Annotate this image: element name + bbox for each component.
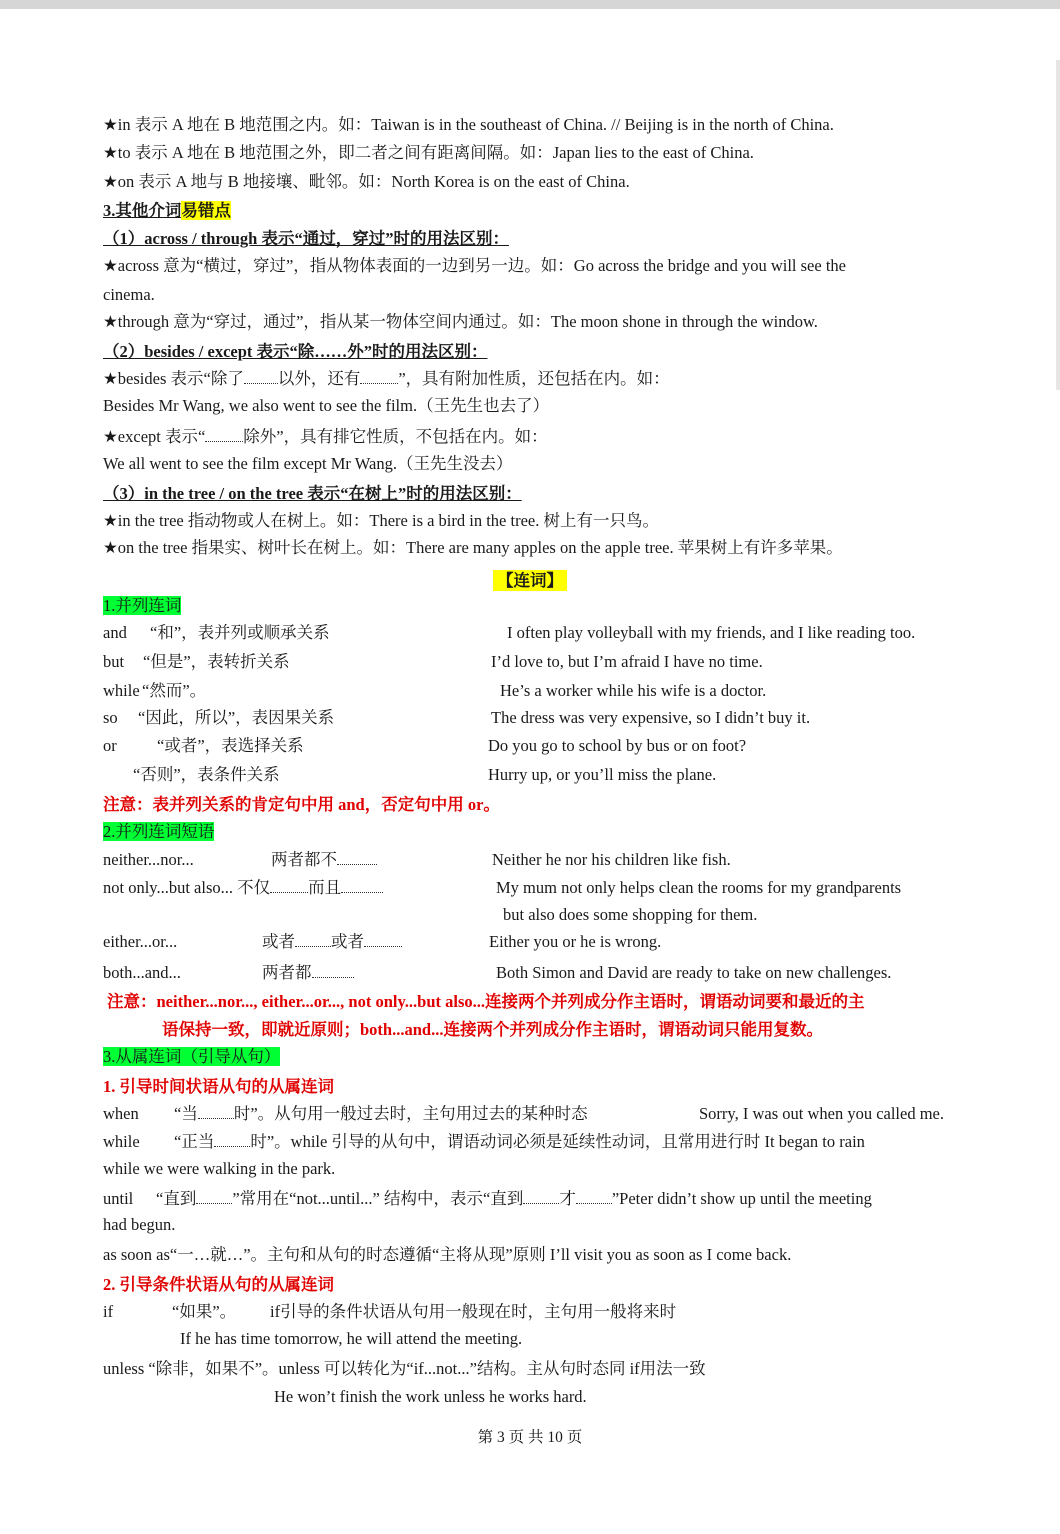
time-word: when: [103, 1104, 139, 1123]
fill-blank: [523, 1189, 559, 1204]
rule-a: “直到: [156, 1189, 197, 1208]
across-line: ★across 意为“横过，穿过”，指从物体表面的一边到另一边。如：Go across the bridge and you will see the: [103, 256, 846, 275]
coord-word: while: [103, 681, 140, 700]
fill-blank: [196, 1189, 232, 1204]
page-edge-shadow: [1056, 60, 1060, 390]
coord-example: Hurry up, or you’ll miss the plane.: [488, 765, 717, 784]
time-word: while: [103, 1132, 140, 1151]
besides-text-a: ★besides 表示“除了: [103, 369, 244, 388]
coord-meaning: “否则”，表条件关系: [133, 765, 280, 784]
heading-besides-except: （2）besides / except 表示“除……外”时的用法区别：: [103, 342, 488, 361]
coord-word: but: [103, 652, 125, 671]
fill-blank: [295, 932, 331, 947]
fill-blank: [244, 369, 278, 384]
cond-meaning: “如果”。: [172, 1302, 237, 1321]
phrase-cn-a: 不仅: [237, 878, 271, 897]
besides-text-c: ”，具有附加性质，还包括在内。如：: [398, 369, 670, 388]
note-proximity-line2: 语保持一致，即就近原则；both...and...连接两个并列成分作主语时，谓语动词只能用复数。: [162, 1020, 823, 1039]
fill-blank: [341, 878, 383, 893]
subheading-time-clause: 1. 引导时间状语从句的从属连词: [103, 1077, 334, 1096]
rule-b: ”常用在“not...until...” 结构中，表示“直到: [232, 1189, 524, 1208]
section-coordinating-phrases: [103, 822, 214, 842]
through-line: ★through 意为“穿过，通过”，指从某一物体空间内通过。如：The moon shone in through the window.: [103, 312, 818, 331]
heading-across-through: （1）across / through 表示“通过，穿过”时的用法区别：: [103, 229, 509, 248]
section-other-prepositions: [103, 201, 231, 221]
rule-c: 才: [559, 1189, 576, 1208]
rule-a: “当: [174, 1104, 198, 1123]
time-rule: [174, 1132, 865, 1152]
section-coordinating-label: 1.并列连词: [103, 596, 182, 615]
time-rule: [156, 1189, 872, 1209]
rule-d: ”Peter didn’t show up until the meeting: [611, 1189, 872, 1208]
section-subordinating-label: 3.从属连词（引导从句）: [103, 1047, 281, 1066]
phrase-example-cont: but also does some shopping for them.: [503, 905, 758, 924]
phrase-word: both...and...: [103, 963, 181, 982]
phrase-meaning: [262, 963, 354, 983]
highlight-errors: 易错点: [181, 201, 231, 220]
note-proximity-line1: 注意：neither...nor..., either...or..., not only...but also...连接两个并列成分作主语时，谓语动词要和最近的主: [107, 992, 865, 1011]
coord-meaning: “或者”，表选择关系: [157, 736, 304, 755]
section-coordinating: [103, 596, 181, 616]
unless-example: He won’t finish the work unless he works hard.: [274, 1387, 587, 1406]
phrase-cn-b: 或者: [331, 932, 364, 951]
section-title: 3.其他介词: [103, 201, 182, 220]
except-example: We all went to see the film except Mr Wang.（王先生没去）: [103, 454, 513, 473]
rule-b: 时”。从句用一般过去时，主句用过去的某种时态: [233, 1104, 588, 1123]
coord-example: He’s a worker while his wife is a doctor.: [500, 681, 767, 700]
fill-blank: [214, 1132, 250, 1147]
phrase-example: Neither he nor his children like fish.: [492, 850, 731, 869]
conjunction-title-wrap: [0, 567, 1060, 591]
fill-blank: [364, 932, 402, 947]
phrase-word: neither...nor...: [103, 850, 194, 869]
coord-example: I often play volleyball with my friends, and I like reading too.: [507, 623, 916, 642]
cond-word: if: [103, 1302, 114, 1321]
in-tree-line: ★in the tree 指动物或人在树上。如：There is a bird in the tree. 树上有一只鸟。: [103, 511, 659, 530]
coord-example: I’d love to, but I’m afraid I have no time.: [491, 652, 763, 671]
coord-word: or: [103, 736, 117, 755]
except-line: [103, 427, 548, 447]
besides-example: Besides Mr Wang, we also went to see the film.（王先生也去了）: [103, 396, 550, 415]
note-and-or: 注意：表并列关系的肯定句中用 and，否定句中用 or。: [103, 795, 500, 814]
cond-example: If he has time tomorrow, he will attend the meeting.: [180, 1329, 523, 1348]
as-soon-as-line: as soon as“一…就…”。主句和从句的时态遵循“主将从现”原则 I’ll visit you as soon as I come back.: [103, 1245, 792, 1264]
besides-line: [103, 369, 670, 389]
cond-rule: if引导的条件状语从句用一般现在时，主句用一般将来时: [270, 1302, 677, 1321]
coord-meaning: “因此，所以”，表因果关系: [138, 708, 335, 727]
viewer-top-bar: [0, 0, 1060, 9]
phrase-cn-b: 而且: [308, 878, 342, 897]
phrase-word: [103, 878, 383, 898]
time-example: Sorry, I was out when you called me.: [699, 1104, 944, 1123]
coord-word: and: [103, 623, 127, 642]
except-text-b: 除外”，具有排它性质，不包括在内。如：: [243, 427, 548, 446]
across-line-cont: cinema.: [103, 285, 155, 304]
heading-in-on-tree: （3）in the tree / on the tree 表示“在树上”时的用法区别：: [103, 484, 522, 503]
time-word: until: [103, 1189, 134, 1208]
phrase-cn-a: 或者: [262, 932, 295, 951]
coord-meaning: “但是”，表转折关系: [143, 652, 290, 671]
time-rule: [174, 1104, 588, 1124]
rule-a: “正当: [174, 1132, 215, 1151]
time-example-cont: while we were walking in the park.: [103, 1159, 336, 1178]
section-phrases-label: 2.并列连词短语: [103, 822, 215, 841]
prep-on-line: ★on 表示 A 地与 B 地接壤、毗邻。如：North Korea is on the east of China.: [103, 172, 630, 191]
phrase-word: either...or...: [103, 932, 178, 951]
prep-to-line: ★to 表示 A 地在 B 地范围之外，即二者之间有距离间隔。如：Japan lies to the east of China.: [103, 143, 754, 162]
coord-meaning: “然而”。: [142, 681, 207, 700]
page-footer: 第 3 页 共 10 页: [477, 1429, 583, 1446]
fill-blank: [360, 369, 398, 384]
section-subordinating: [103, 1047, 280, 1067]
fill-blank: [312, 963, 354, 978]
unless-line: unless “除非，如果不”。unless 可以转化为“if...not...”结构。主从句时态同 if用法一致: [103, 1359, 706, 1378]
phrase-example: Both Simon and David are ready to take on new challenges.: [496, 963, 892, 982]
rule-b: 时”。while 引导的从句中，谓语动词必须是延续性动词，且常用进行时 It began to rain: [250, 1132, 865, 1151]
phrase-word-text: not only...but also...: [103, 878, 234, 897]
fill-blank: [198, 1104, 234, 1119]
coord-example: Do you go to school by bus or on foot?: [488, 736, 747, 755]
on-tree-line: ★on the tree 指果实、树叶长在树上。如：There are many apples on the apple tree. 苹果树上有许多苹果。: [103, 538, 843, 557]
fill-blank: [337, 850, 377, 865]
coord-example: The dress was very expensive, so I didn’t buy it.: [491, 708, 811, 727]
phrase-cn: 两者都不: [271, 850, 337, 869]
phrase-example: Either you or he is wrong.: [489, 932, 662, 951]
fill-blank: [576, 1189, 612, 1204]
except-text-a: ★except 表示“: [103, 427, 206, 446]
coord-meaning: “和”，表并列或顺承关系: [150, 623, 330, 642]
subheading-condition-clause: 2. 引导条件状语从句的从属连词: [103, 1275, 334, 1294]
phrase-meaning: [262, 932, 402, 952]
prep-in-line: ★in 表示 A 地在 B 地范围之内。如：Taiwan is in the southeast of China. // Beijing is in the north of China.: [103, 115, 834, 134]
coord-word: so: [103, 708, 118, 727]
fill-blank: [205, 427, 243, 442]
fill-blank: [270, 878, 308, 893]
phrase-cn: 两者都: [262, 963, 312, 982]
phrase-example: My mum not only helps clean the rooms for my grandparents: [496, 878, 902, 897]
conjunction-title: 【连词】: [493, 570, 567, 591]
time-example-cont: had begun.: [103, 1215, 176, 1234]
besides-text-b: 以外，还有: [277, 369, 361, 388]
phrase-meaning: [271, 850, 377, 870]
